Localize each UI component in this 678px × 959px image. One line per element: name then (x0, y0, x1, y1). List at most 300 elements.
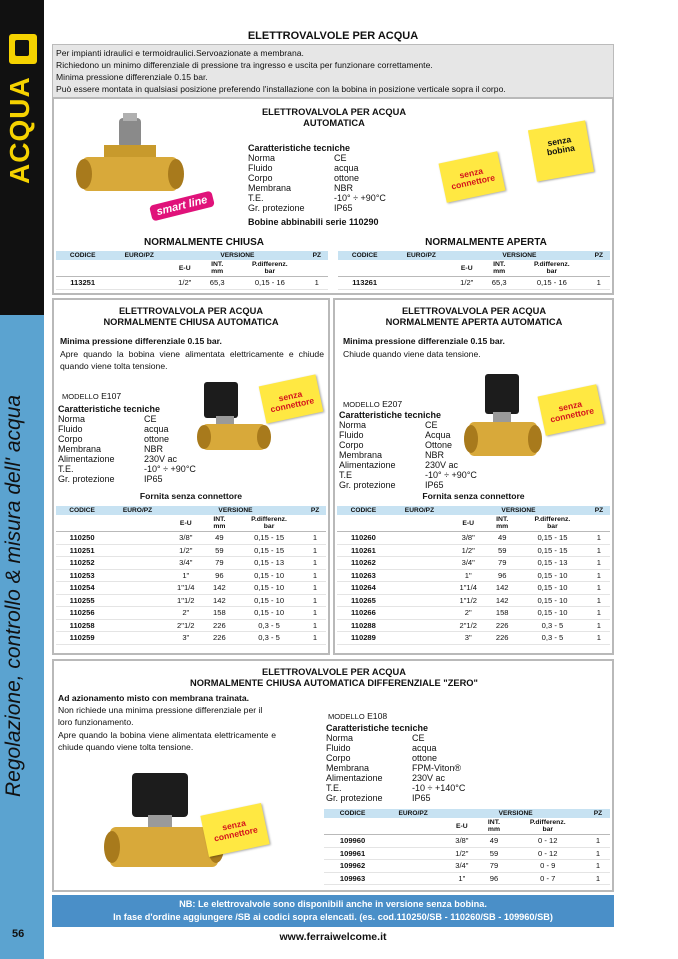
specs-title: Caratteristiche tecniche (58, 404, 161, 414)
spec-row (326, 733, 465, 743)
table-cell: 1 (304, 619, 326, 632)
table-cell: 0,15 - 15 (517, 544, 588, 557)
subheader-cell (56, 515, 108, 532)
table-cell: 49 (487, 532, 517, 545)
table-normalmente-chiusa (56, 251, 328, 290)
page-number: 56 (12, 928, 25, 940)
table-cell (391, 277, 451, 290)
table-cell: 96 (205, 569, 234, 582)
table-row (324, 847, 610, 860)
table-cell (390, 594, 449, 607)
table-cell: 65,3 (200, 277, 234, 290)
table-cell: 1 (588, 594, 610, 607)
table-cell: 1 (586, 872, 610, 885)
table-e107 (56, 506, 326, 645)
spec-value: ottone (334, 173, 360, 183)
table-row (56, 277, 328, 290)
product-code: 110253 (56, 569, 108, 582)
table-cell: 0,3 - 5 (517, 632, 588, 645)
table-row (56, 619, 326, 632)
table-cell: 59 (487, 544, 517, 557)
table-cell: 59 (205, 544, 234, 557)
table-cell (108, 582, 167, 595)
subheader-cell: P.differenz. bar (234, 515, 304, 532)
model-code: E207 (382, 399, 403, 409)
table-cell: 226 (487, 619, 517, 632)
product-code: 109963 (324, 872, 381, 885)
spec-key: Norma (326, 733, 354, 743)
subheader-cell (109, 260, 169, 277)
spec-key: Norma (58, 414, 86, 424)
table-cell (108, 594, 167, 607)
coils-note: Bobine abbinabili serie 110290 (248, 217, 379, 227)
table-cell: 1 (304, 544, 326, 557)
section-differenziale-zero (52, 659, 614, 892)
table-cell: 2" (167, 607, 205, 620)
table-cell: 1 (588, 557, 610, 570)
intro-line: Può essere montata in qualsiasi posizione preferendo l'installazione con la bobina in posizione verticale sopra il corpo. (56, 84, 506, 94)
table-cell: 1 (304, 557, 326, 570)
table-cell: 226 (487, 632, 517, 645)
table-cell: 1 (304, 632, 326, 645)
specs-block (58, 404, 196, 484)
product-code: 109962 (324, 860, 381, 873)
spec-row (58, 464, 196, 474)
table-cell: 1 (588, 532, 610, 545)
spec-value: acqua (412, 743, 437, 753)
subheader-cell: INT. mm (200, 260, 234, 277)
table-cell: 1 (588, 582, 610, 595)
table-cell (381, 835, 445, 848)
subheader-cell: E-U (167, 515, 205, 532)
sticker-senza-bobina: senza bobina (528, 120, 594, 181)
table-cell (390, 619, 449, 632)
th-pz: PZ (588, 251, 610, 260)
subheader-cell (108, 515, 167, 532)
subheader-cell: E-U (449, 515, 487, 532)
table-cell: 2"1/2 (167, 619, 205, 632)
intro-line: Richiedono un minimo differenziale di pressione tra ingresso e uscita per funzionare correttamente. (56, 60, 433, 70)
specs-title: Caratteristiche tecniche (326, 723, 429, 733)
table-cell (381, 860, 445, 873)
th-euro: EURO/PZ (391, 251, 451, 260)
spec-row (58, 454, 196, 464)
table-cell: 96 (487, 569, 517, 582)
spec-row (248, 163, 386, 173)
table-normalmente-aperta (338, 251, 610, 290)
table-cell: 79 (205, 557, 234, 570)
table-cell (390, 632, 449, 645)
table-cell (381, 847, 445, 860)
product-code: 110266 (337, 607, 390, 620)
product-code: 113251 (56, 277, 109, 290)
table-row (337, 594, 610, 607)
table-cell: 1"1/4 (449, 582, 487, 595)
table-cell: 0,3 - 5 (517, 619, 588, 632)
spec-key: Alimentazione (58, 454, 115, 464)
table-cell (390, 569, 449, 582)
table-cell: 1 (586, 835, 610, 848)
th-euro: EURO/PZ (381, 809, 445, 818)
table-cell (108, 532, 167, 545)
spec-value: -10 ÷ +140°C (412, 783, 466, 793)
product-code: 109961 (324, 847, 381, 860)
model-line (343, 399, 402, 411)
table-cell: 3" (449, 632, 487, 645)
spec-key: Norma (248, 153, 276, 163)
spec-key: Alimentazione (326, 773, 383, 783)
badge-smart-line: smart line (149, 190, 215, 221)
spec-value: FPM-Viton® (412, 763, 461, 773)
product-code: 113261 (338, 277, 391, 290)
spec-row (58, 474, 196, 484)
table-cell: 1 (588, 632, 610, 645)
table-cell: 0,15 - 10 (234, 607, 304, 620)
product-code: 110256 (56, 607, 108, 620)
table-cell: 0,15 - 10 (234, 569, 304, 582)
spec-key: Fluido (248, 163, 273, 173)
spec-row (339, 460, 477, 470)
th-versione: VERSIONE (169, 251, 305, 260)
product-code: 110251 (56, 544, 108, 557)
th-versione: VERSIONE (167, 506, 304, 515)
model-line (328, 711, 387, 723)
spec-row (248, 173, 386, 183)
table-cell: 0,15 - 10 (234, 582, 304, 595)
spec-row (339, 450, 477, 460)
spec-value: -10° ÷ +90°C (334, 193, 386, 203)
product-code: 110255 (56, 594, 108, 607)
table-row (337, 619, 610, 632)
spec-row (326, 753, 465, 763)
valve-image (74, 113, 184, 208)
spec-key: Membrana (339, 450, 383, 460)
sticker-senza-connettore: senza connettore (438, 151, 505, 203)
spec-row (58, 444, 196, 454)
spec-value: 230V ac (144, 454, 178, 464)
table-cell (108, 544, 167, 557)
section-normalmente-chiusa (52, 298, 330, 655)
model-label: MODELLO (328, 712, 365, 721)
table-cell: 0,15 - 13 (517, 557, 588, 570)
subheader-cell: INT. mm (487, 515, 517, 532)
th-codice: CODICE (338, 251, 391, 260)
th-versione: VERSIONE (449, 506, 588, 515)
table-cell: 0,3 - 5 (234, 632, 304, 645)
table-cell (381, 872, 445, 885)
spec-value: IP65 (334, 203, 353, 213)
subheader-cell (56, 260, 109, 277)
sticker-senza-connettore: senza connettore (259, 374, 324, 423)
table-cell: 0,15 - 10 (517, 607, 588, 620)
spec-value: NBR (425, 450, 445, 460)
spec-row (58, 414, 196, 424)
table-cell: 226 (205, 619, 234, 632)
spec-key: Gr. protezione (326, 793, 383, 803)
table-cell: 1/2" (445, 847, 478, 860)
spec-key: T.E. (58, 464, 74, 474)
label-normalmente-aperta: NORMALMENTE APERTA (425, 237, 547, 248)
th-codice: CODICE (56, 251, 109, 260)
description: Chiude quando viene data tensione. (343, 349, 481, 359)
spec-row (326, 793, 465, 803)
table-cell: 1"1/2 (449, 594, 487, 607)
table-cell (108, 557, 167, 570)
product-code: 110265 (337, 594, 390, 607)
sticker-senza-connettore: senza connettore (537, 384, 604, 436)
table-cell: 1/2" (167, 544, 205, 557)
spec-key: Gr. protezione (248, 203, 305, 213)
table-cell: 3" (167, 632, 205, 645)
th-pz: PZ (306, 251, 328, 260)
table-cell: 3/4" (449, 557, 487, 570)
subheader-cell (304, 515, 326, 532)
min-pressure: Minima pressione differenziale 0.15 bar. (60, 336, 222, 346)
table-cell: 0,15 - 10 (517, 582, 588, 595)
spec-value: NBR (334, 183, 354, 193)
spec-value: acqua (334, 163, 359, 173)
spec-value: CE (425, 420, 438, 430)
lead-text: Ad azionamento misto con membrana trainata. (58, 693, 250, 703)
table-cell: 1 (304, 569, 326, 582)
supplied-note: Fornita senza connettore (139, 491, 243, 501)
subheader-cell (390, 515, 449, 532)
section-title: ELETTROVALVOLA PER ACQUA AUTOMATICA (261, 107, 407, 128)
table-row (56, 594, 326, 607)
spec-key: Fluido (58, 424, 83, 434)
table-row (337, 632, 610, 645)
description-2: Apre quando la bobina viene alimentata elettricamente e chiude quando viene tolta tensione. (58, 730, 276, 752)
spec-value: CE (144, 414, 157, 424)
table-cell: 79 (487, 557, 517, 570)
table-cell: 1 (588, 544, 610, 557)
table-cell: 142 (205, 594, 234, 607)
table-cell: 65,3 (482, 277, 516, 290)
table-cell: 1"1/2 (167, 594, 205, 607)
spec-key: Fluido (339, 430, 364, 440)
subheader-cell: P.differenz. bar (517, 515, 588, 532)
th-euro: EURO/PZ (108, 506, 167, 515)
th-codice: CODICE (56, 506, 108, 515)
table-cell (390, 557, 449, 570)
table-cell: 1 (306, 277, 328, 290)
subheader-cell: INT. mm (205, 515, 234, 532)
subheader-cell (338, 260, 391, 277)
th-versione: VERSIONE (445, 809, 586, 818)
table-cell (108, 619, 167, 632)
spec-value: ottone (144, 434, 170, 444)
subheader-cell: INT. mm (482, 260, 516, 277)
table-cell: 0,15 - 10 (234, 594, 304, 607)
product-code: 110261 (337, 544, 390, 557)
spec-row (326, 773, 465, 783)
table-cell: 1"1/4 (167, 582, 205, 595)
spec-key: Corpo (58, 434, 83, 444)
table-cell: 158 (487, 607, 517, 620)
th-pz: PZ (588, 506, 610, 515)
description: Apre quando la bobina viene alimentata elettricamente e chiude quando viene tolta tensione. (60, 349, 324, 371)
table-row (56, 544, 326, 557)
table-row (337, 607, 610, 620)
table-cell: 1 (586, 847, 610, 860)
product-code: 110252 (56, 557, 108, 570)
table-cell (108, 607, 167, 620)
spec-row (58, 434, 196, 444)
table-cell: 1/2" (449, 544, 487, 557)
spec-row (339, 470, 477, 480)
table-cell: 1/2" (169, 277, 200, 290)
th-pz: PZ (586, 809, 610, 818)
subheader-cell (586, 818, 610, 835)
product-code: 110260 (337, 532, 390, 545)
sidebar (0, 0, 44, 959)
spec-value: IP65 (144, 474, 163, 484)
table-cell: 0,15 - 10 (517, 594, 588, 607)
table-cell: 1" (445, 872, 478, 885)
table-row (56, 532, 326, 545)
specs-block (326, 723, 465, 803)
specs-title: Caratteristiche tecniche (339, 410, 442, 420)
spec-value: 230V ac (412, 773, 446, 783)
spec-value: NBR (144, 444, 164, 454)
spec-value: IP65 (425, 480, 444, 490)
section-normalmente-aperta (333, 298, 614, 655)
table-cell: 1" (449, 569, 487, 582)
spec-value: IP65 (412, 793, 431, 803)
table-cell: 79 (478, 860, 509, 873)
table-row (56, 582, 326, 595)
table-cell: 226 (205, 632, 234, 645)
product-code: 110262 (337, 557, 390, 570)
subheader-cell (588, 260, 610, 277)
subheader-cell (381, 818, 445, 835)
model-label: MODELLO (62, 392, 99, 401)
subheader-cell (306, 260, 328, 277)
table-cell (108, 569, 167, 582)
product-code: 110258 (56, 619, 108, 632)
spec-key: Alimentazione (339, 460, 396, 470)
table-cell: 1 (304, 582, 326, 595)
table-cell: 158 (205, 607, 234, 620)
table-cell: 0,15 - 15 (517, 532, 588, 545)
spec-value: CE (334, 153, 347, 163)
th-euro: EURO/PZ (109, 251, 169, 260)
product-code: 110264 (337, 582, 390, 595)
spec-row (248, 153, 386, 163)
subheader-cell: P.differenz. bar (509, 818, 586, 835)
table-row (324, 860, 610, 873)
spec-row (326, 763, 465, 773)
min-pressure: Minima pressione differenziale 0.15 bar. (343, 336, 505, 346)
table-cell: 2"1/2 (449, 619, 487, 632)
table-row (337, 557, 610, 570)
specs-title: Caratteristiche tecniche (248, 143, 351, 153)
table-row (324, 835, 610, 848)
product-code: 110288 (337, 619, 390, 632)
intro-line: Minima pressione differenziale 0.15 bar. (56, 72, 208, 82)
subheader-cell: E-U (169, 260, 200, 277)
table-cell: 1 (588, 277, 610, 290)
table-e108 (324, 809, 610, 885)
table-cell: 0 - 12 (509, 835, 586, 848)
description-1: Non richiede una minima pressione differenziale per il loro funzionamento. (58, 705, 263, 727)
section-title: ELETTROVALVOLA PER ACQUA NORMALMENTE CHIUSA AUTOMATICA (103, 306, 279, 327)
spec-value: ottone (412, 753, 438, 763)
table-row (337, 544, 610, 557)
spec-row (326, 783, 465, 793)
supplied-note: Fornita senza connettore (422, 491, 525, 501)
spec-key: T.E (339, 470, 353, 480)
spec-key: Membrana (326, 763, 370, 773)
faucet-icon (9, 34, 37, 64)
table-cell: 1" (167, 569, 205, 582)
label-normalmente-chiusa: NORMALMENTE CHIUSA (144, 237, 264, 248)
table-cell: 3/8" (167, 532, 205, 545)
subheader-cell (391, 260, 451, 277)
product-code: 110263 (337, 569, 390, 582)
table-cell: 0 - 12 (509, 847, 586, 860)
subheader-cell: P.differenz. bar (234, 260, 306, 277)
spec-value: -10° ÷ +90°C (425, 470, 477, 480)
table-row (56, 607, 326, 620)
subheader-cell (324, 818, 381, 835)
table-row (56, 569, 326, 582)
intro-line: Per impianti idraulici e termoidraulici.Servoazionate a membrana. (56, 48, 304, 58)
spec-key: T.E. (248, 193, 264, 203)
table-cell (390, 582, 449, 595)
table-cell: 3/4" (445, 860, 478, 873)
spec-row (248, 203, 386, 213)
product-code: 110250 (56, 532, 108, 545)
spec-row (58, 424, 196, 434)
table-cell: 0 - 7 (509, 872, 586, 885)
table-cell: 59 (478, 847, 509, 860)
table-cell: 0 - 9 (509, 860, 586, 873)
th-codice: CODICE (337, 506, 390, 515)
product-code: 109960 (324, 835, 381, 848)
model-code: E108 (367, 711, 388, 721)
subheader-cell (588, 515, 610, 532)
spec-row (326, 743, 465, 753)
sticker-senza-connettore: senza connettore (200, 803, 269, 857)
subheader-cell: P.differenz. bar (516, 260, 588, 277)
spec-key: Corpo (248, 173, 273, 183)
product-code: 110289 (337, 632, 390, 645)
table-cell (390, 532, 449, 545)
spec-row (339, 430, 477, 440)
spec-key: T.E. (326, 783, 342, 793)
table-row (338, 277, 610, 290)
model-label: MODELLO (343, 400, 380, 409)
page-title: ELETTROVALVOLE PER ACQUA (247, 30, 419, 42)
table-cell: 142 (487, 582, 517, 595)
model-line (62, 391, 121, 403)
spec-key: Membrana (248, 183, 292, 193)
spec-row (339, 420, 477, 430)
intro-box (52, 44, 614, 98)
table-cell (390, 544, 449, 557)
table-cell: 1 (304, 594, 326, 607)
subheader-cell: INT. mm (478, 818, 509, 835)
website-link[interactable]: www.ferraiwelcome.it (279, 931, 387, 943)
table-cell: 3/4" (167, 557, 205, 570)
table-cell: 1 (586, 860, 610, 873)
th-euro: EURO/PZ (390, 506, 449, 515)
subheader-cell: E-U (445, 818, 478, 835)
spec-row (248, 183, 386, 193)
product-code: 110254 (56, 582, 108, 595)
spec-key: Gr. protezione (339, 480, 396, 490)
